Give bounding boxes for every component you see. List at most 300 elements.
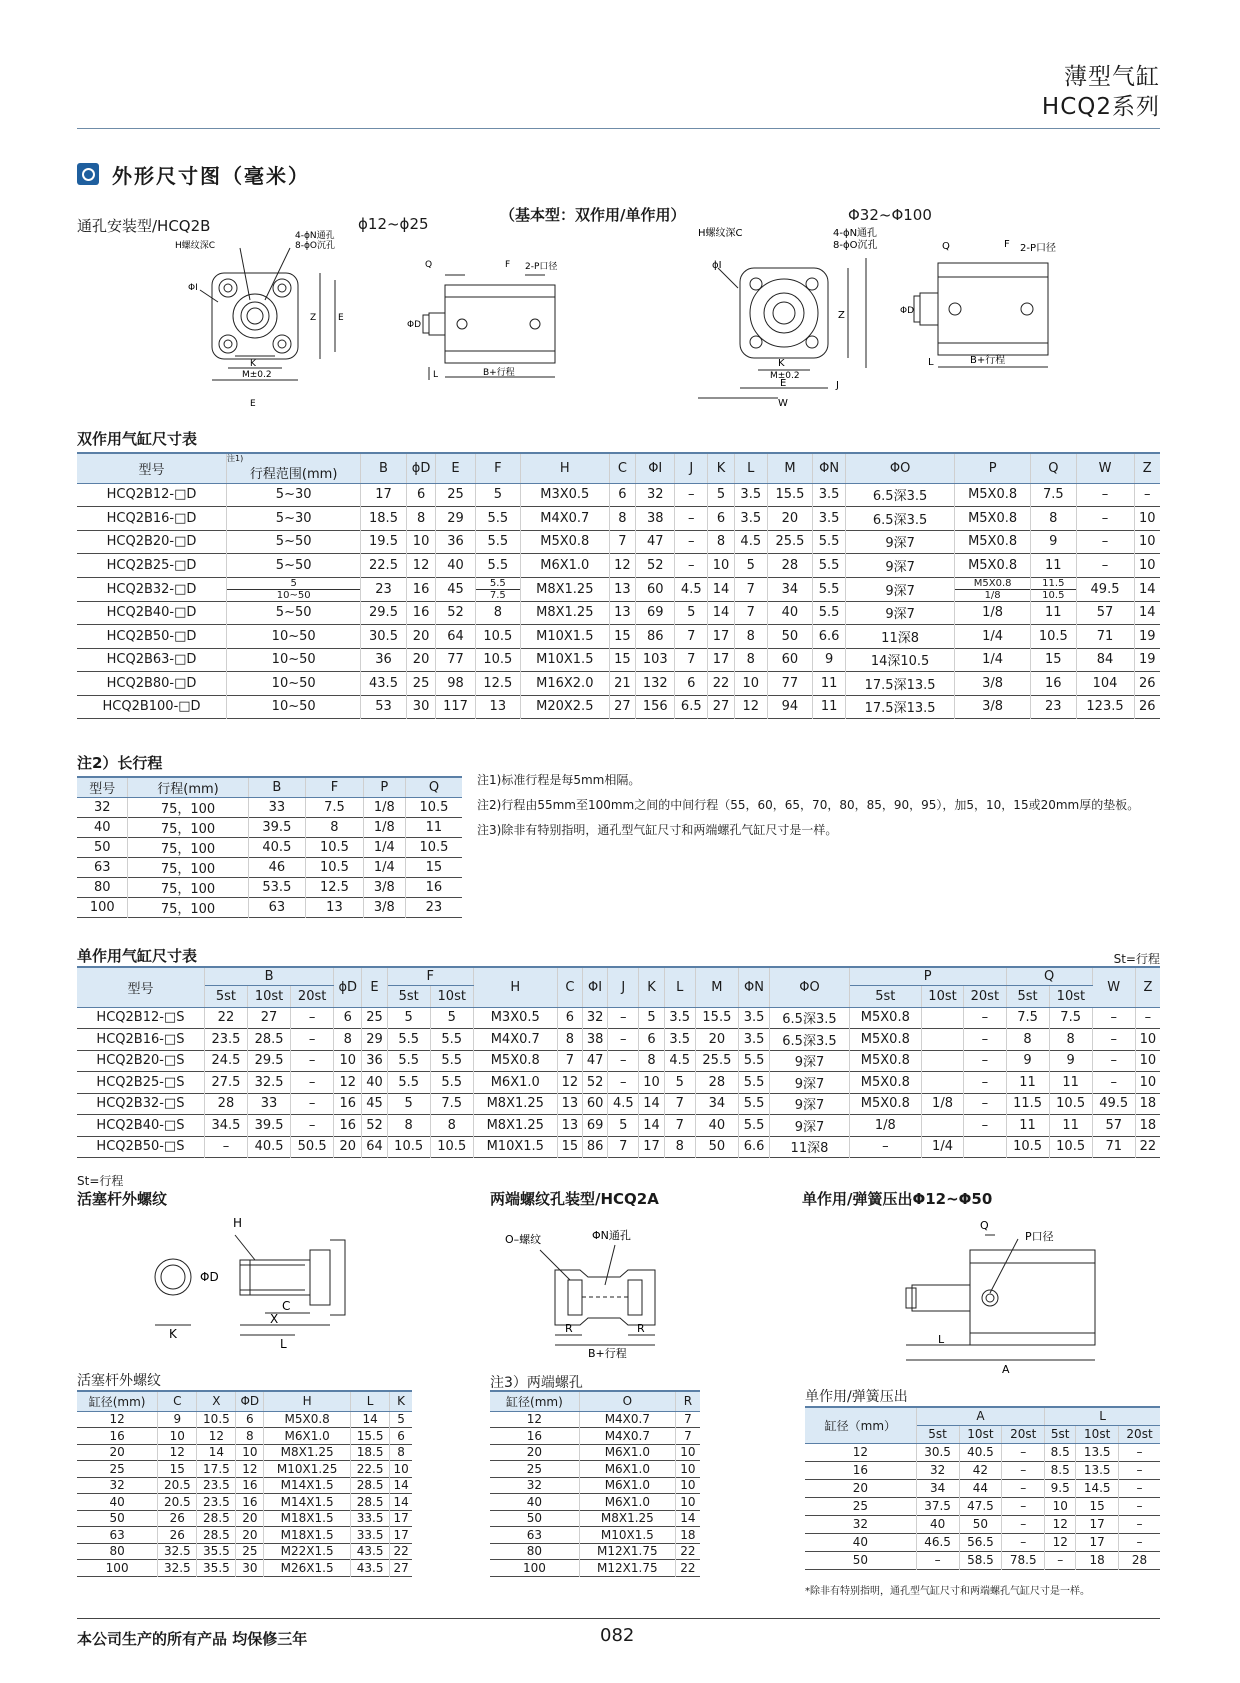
single-table-header: E [362, 967, 387, 1007]
double-table-cell: 8 [734, 648, 767, 672]
spring-table-cell: 32 [805, 1515, 916, 1533]
double-table-cell: 45 [436, 577, 475, 601]
long-stroke-cell: 39.5 [248, 818, 306, 838]
both-ends-cell: 100 [490, 1560, 579, 1577]
spring-table-cell: 8.5 [1045, 1443, 1076, 1461]
long-stroke-table [77, 776, 462, 918]
rod-table-cell: M5X0.8 [264, 1411, 351, 1428]
section-bullet-icon [77, 163, 99, 185]
rod-table-cell: M6X1.0 [264, 1428, 351, 1445]
single-table-cell: – [849, 1136, 921, 1158]
both-ends-row [490, 1527, 700, 1544]
single-table-cell [964, 1136, 1006, 1158]
double-table-cell: 14 [708, 577, 735, 601]
single-table-cell: 13 [557, 1115, 582, 1137]
single-table-cell: 10 [334, 1050, 362, 1072]
rod-table-cell: 14 [197, 1444, 236, 1461]
spring-table-cell: – [1136, 1499, 1143, 1513]
long-stroke-cell: 10.5 [306, 858, 364, 878]
spring-table-row [805, 1533, 1160, 1551]
double-table-cell: HCQ2B20-□D [77, 530, 227, 554]
long-stroke-cell: 40.5 [248, 838, 306, 858]
double-table-cell: M5X0.8 [955, 530, 1031, 554]
single-table-cell: 60 [582, 1093, 607, 1115]
rod-table-cell: 6 [236, 1411, 264, 1428]
single-table-cell: 5 [387, 1007, 430, 1029]
single-table-cell: 7 [557, 1050, 582, 1072]
spring-table-cell: 58.5 [959, 1551, 1002, 1569]
spring-table-cell: 20 [805, 1479, 916, 1497]
single-table-cell: 49.5 [1092, 1093, 1135, 1115]
double-table-header: ϕD [406, 453, 436, 483]
spring-table-subheader: 10st [1076, 1425, 1119, 1443]
side-view-small-drawing [405, 255, 580, 385]
double-table-cell: 3.5 [813, 507, 846, 531]
single-table-cell: – [204, 1136, 247, 1158]
rod-thread-table [77, 1390, 412, 1577]
rod-table-cell: 33.5 [351, 1510, 390, 1527]
rod-h-label: H [233, 1216, 243, 1230]
double-table-cell: 5.5 [813, 577, 846, 601]
double-table-cell: – [675, 530, 708, 554]
single-table-cell: M5X0.8 [849, 1072, 921, 1094]
double-table-cell: 9深7 [846, 554, 955, 578]
rod-table-row [77, 1461, 412, 1478]
single-table-cell: 10 [1139, 1074, 1157, 1090]
single-table-cell: 5 [608, 1115, 639, 1137]
both-ends-row [490, 1560, 700, 1577]
single-table-cell: 5.5 [738, 1115, 769, 1137]
double-table-cell: 12 [734, 695, 767, 719]
single-table-cell: – [608, 1007, 639, 1029]
double-table-cell: M10X1.5 [521, 625, 610, 649]
double-table-cell: M8X1.25 [521, 577, 610, 601]
double-table-cell: 26 [1138, 699, 1156, 715]
long-stroke-header: 行程(mm) [128, 777, 248, 798]
rod-table-cell: 28.5 [351, 1494, 390, 1511]
single-table-row [77, 1136, 1160, 1158]
double-table-cell: 36 [361, 648, 406, 672]
spring-table-row [805, 1461, 1160, 1479]
rod-table-cell: 14 [393, 1478, 409, 1493]
single-table-cell: 34 [695, 1093, 738, 1115]
double-table-row [77, 648, 1160, 672]
single-table-cell: 4.5 [664, 1050, 695, 1072]
double-table-cell: 57 [1076, 601, 1134, 625]
rod-table-cell: 12 [236, 1461, 264, 1478]
double-table-cell: 5~50 [227, 554, 361, 578]
rod-table-cell: 17 [393, 1527, 409, 1542]
double-table-cell: 5 10~50 [227, 577, 361, 601]
double-table-cell: 6 [675, 672, 708, 696]
spring-table [805, 1406, 1160, 1570]
single-table-cell: 28.5 [248, 1029, 291, 1051]
both-ends-row [490, 1444, 700, 1461]
spring-table-cell: – [1002, 1497, 1045, 1515]
double-table-cell: 12 [406, 554, 436, 578]
double-table-cell: 3/8 [955, 695, 1031, 719]
single-table-cell: 3.5 [738, 1007, 769, 1029]
rod-table-cell: 35.5 [197, 1543, 236, 1560]
single-table-cell: 40 [362, 1072, 387, 1094]
double-table-cell: 14深10.5 [846, 648, 955, 672]
single-table-cell: 5.5 [430, 1072, 473, 1094]
d3-z: Z [838, 310, 845, 321]
double-table-header-stroke: 行程范围(mm) [249, 466, 338, 482]
single-table-cell: 10.5 [1049, 1136, 1092, 1158]
spring-table-cell: – [1002, 1443, 1045, 1461]
double-table-cell: 8 [734, 625, 767, 649]
single-table-cell: 57 [1092, 1115, 1135, 1137]
both-ends-cell: M8X1.25 [579, 1510, 675, 1527]
single-table-st-note: St=行程 [1113, 952, 1160, 966]
rod-table-header: K [390, 1391, 412, 1411]
spring-table-cell: 34 [916, 1479, 959, 1497]
single-table-subheader: 5st [1006, 985, 1049, 1007]
rod-table-cell: 20.5 [158, 1494, 197, 1511]
single-table-cell: 6.5深3.5 [770, 1029, 850, 1051]
rod-table-cell: M18X1.5 [264, 1510, 351, 1527]
double-table-cell: 30.5 [361, 625, 406, 649]
rod-table-cell: 80 [77, 1543, 158, 1560]
long-stroke-cell: 12.5 [306, 878, 364, 898]
double-table-row [77, 577, 1160, 601]
rod-table-cell: 6 [397, 1428, 405, 1443]
double-table-cell: M5X0.8 [521, 530, 610, 554]
single-table-cell: 27 [248, 1007, 291, 1029]
double-table-row [77, 601, 1160, 625]
double-table-cell: M16X2.0 [521, 672, 610, 696]
single-table-cell: 18 [1139, 1096, 1157, 1112]
both-ends-cell: M6X1.0 [579, 1461, 675, 1478]
double-table-cell: 94 [767, 695, 812, 719]
both-ends-row [490, 1477, 700, 1494]
double-table-cell: 69 [636, 601, 675, 625]
double-table-cell: 5.5 [475, 554, 520, 578]
double-table-cell: 7 [734, 601, 767, 625]
rod-table-row [77, 1527, 412, 1544]
double-table-cell: 71 [1076, 625, 1134, 649]
double-table-cell: 50 [767, 625, 812, 649]
spring-table-cell: 17 [1076, 1533, 1119, 1551]
footer-warranty: 本公司生产的所有产品 均保修三年 [77, 1630, 308, 1648]
double-table-cell: 5.5 [813, 530, 846, 554]
spring-footnote: *除非有特别指明，通孔型气缸尺寸和两端螺孔气缸尺寸是一样。 [805, 1586, 1090, 1597]
double-table-cell: 5.5 [475, 507, 520, 531]
double-table-cell: 16 [1031, 672, 1076, 696]
d3-k: K [778, 358, 785, 369]
single-table-cell: M8X1.25 [473, 1093, 557, 1115]
single-table-cell: 7 [608, 1136, 639, 1158]
both-ends-cell: 80 [490, 1543, 579, 1560]
double-table-cell: – [1076, 530, 1134, 554]
spring-table-cell: – [1136, 1535, 1143, 1549]
single-table-cell: – [1144, 1010, 1152, 1026]
long-stroke-header: F [306, 777, 364, 798]
rod-table-cell: 15 [158, 1461, 197, 1478]
single-table-cell: – [291, 1029, 334, 1051]
rod-table-row [77, 1411, 412, 1428]
double-table-cell: 16 [406, 601, 436, 625]
single-table-cell: 3.5 [664, 1007, 695, 1029]
double-table-cell: 1/8 [955, 601, 1031, 625]
double-table-row [77, 530, 1160, 554]
spring-table-cell: 56.5 [959, 1533, 1002, 1551]
single-table-cell: M4X0.7 [473, 1029, 557, 1051]
double-table-cell: 40 [436, 554, 475, 578]
double-table-cell: 18.5 [361, 507, 406, 531]
single-table-cell: M5X0.8 [849, 1050, 921, 1072]
double-table-cell: 22.5 [361, 554, 406, 578]
single-table-cell: HCQ2B25-□S [77, 1072, 204, 1094]
long-stroke-cell: 23 [425, 900, 443, 915]
single-table-cell: M5X0.8 [849, 1093, 921, 1115]
single-table-cell: 6 [334, 1007, 362, 1029]
both-ends-row [490, 1510, 700, 1527]
rod-table-cell: 10 [393, 1461, 409, 1476]
double-table-cell: 6.6 [813, 625, 846, 649]
both-ends-header: R [675, 1391, 700, 1411]
double-table-cell: 104 [1076, 672, 1134, 696]
single-table-cell: 20 [334, 1136, 362, 1158]
single-table-cell: 9深7 [770, 1050, 850, 1072]
rod-table-cell: 16 [77, 1428, 158, 1445]
double-table-cell: 98 [436, 672, 475, 696]
long-stroke-cell: 10.5 [419, 840, 449, 855]
single-table-cell: 52 [582, 1072, 607, 1094]
rod-table-cell: M18X1.5 [264, 1527, 351, 1544]
spring-table-cell: 44 [959, 1479, 1002, 1497]
double-table-cell: 17 [361, 483, 406, 507]
spring-l-label: L [938, 1333, 945, 1346]
rod-table-cell: 28.5 [197, 1510, 236, 1527]
long-stroke-cell: 1/4 [363, 858, 405, 878]
double-table-cell: HCQ2B12-□D [77, 483, 227, 507]
single-table-cell: 12 [557, 1072, 582, 1094]
single-table-cell: – [964, 1093, 1006, 1115]
double-table-cell: 10 [734, 672, 767, 696]
spring-table-cell: 50 [805, 1551, 916, 1569]
double-table-cell: 8 [406, 507, 436, 531]
rod-table-cell: M10X1.25 [264, 1461, 351, 1478]
single-table-cell: 33 [248, 1093, 291, 1115]
double-table-cell: 14 [708, 601, 735, 625]
single-table-header: L [664, 967, 695, 1007]
double-table-cell: 8 [1031, 507, 1076, 531]
single-table-row [77, 1093, 1160, 1115]
double-table-header: E [436, 453, 475, 483]
double-table-cell: 52 [436, 601, 475, 625]
double-table-header: H [521, 453, 610, 483]
single-table-cell: HCQ2B16-□S [77, 1029, 204, 1051]
spring-table-cell: 25 [805, 1497, 916, 1515]
single-table-cell: 9深7 [770, 1072, 850, 1094]
rod-table-header: ΦD [236, 1391, 264, 1411]
spring-table-cell: 8.5 [1045, 1461, 1076, 1479]
single-table-subheader: 5st [204, 985, 247, 1007]
double-table-cell: M10X1.5 [521, 648, 610, 672]
single-table-header: C [557, 967, 582, 1007]
single-table-cell: 5.5 [738, 1050, 769, 1072]
rod-table-cell: M8X1.25 [264, 1444, 351, 1461]
side-view-large-drawing [900, 235, 1070, 375]
double-table-cell: 29.5 [361, 601, 406, 625]
single-table-cell: 6 [557, 1007, 582, 1029]
single-table-cell: 14 [639, 1093, 664, 1115]
double-table-cell: 3.5 [734, 507, 767, 531]
spring-table-cell: 40.5 [959, 1443, 1002, 1461]
double-table-cell: 64 [436, 625, 475, 649]
single-table-cell: 47 [582, 1050, 607, 1072]
long-stroke-cell: 46 [248, 858, 306, 878]
double-table-header: F [475, 453, 520, 483]
long-stroke-header: P [363, 777, 405, 798]
rod-table-cell: 20.5 [158, 1477, 197, 1494]
d3-o-hole: 8-ϕO沉孔 [833, 240, 878, 251]
single-table-cell: 32 [582, 1007, 607, 1029]
single-table-cell: 5.5 [430, 1029, 473, 1051]
header-title: 薄型气缸 [1064, 64, 1160, 90]
rod-table-cell: 35.5 [197, 1560, 236, 1577]
double-table-cell: 12.5 [475, 672, 520, 696]
single-table-cell: 5 [430, 1007, 473, 1029]
double-table-cell: 5~30 [227, 483, 361, 507]
single-table-cell: – [291, 1115, 334, 1137]
double-table-cell: 15 [609, 625, 636, 649]
double-table-cell: 123.5 [1076, 695, 1134, 719]
both-ends-cell: M12X1.75 [579, 1543, 675, 1560]
rod-table-cell: 32.5 [158, 1543, 197, 1560]
rod-table-row [77, 1428, 412, 1445]
double-table-cell: 19.5 [361, 530, 406, 554]
single-table-cell: 11 [1006, 1115, 1049, 1137]
spring-table-cell: 17 [1076, 1515, 1119, 1533]
spring-table-subheader: 5st [1045, 1425, 1076, 1443]
double-table-cell: 19 [1138, 628, 1156, 644]
single-table-cell: – [1092, 1050, 1135, 1072]
rod-table-cell: 32.5 [158, 1560, 197, 1577]
single-table-cell: 5 [664, 1072, 695, 1094]
single-table-header: 型号 [77, 967, 204, 1007]
rod-table-row [77, 1560, 412, 1577]
double-table-cell: 11 [813, 695, 846, 719]
long-stroke-title: 注2）长行程 [77, 754, 163, 772]
single-table-cell: HCQ2B12-□S [77, 1007, 204, 1029]
d4-f: F [1004, 239, 1010, 250]
single-table-cell: 5 [387, 1093, 430, 1115]
rod-table-cell: 50 [77, 1510, 158, 1527]
through-hole-label: 通孔安装型/HCQ2B [77, 217, 211, 235]
long-stroke-cell: 10.5 [306, 838, 364, 858]
both-ends-cell: 18 [680, 1527, 696, 1542]
double-table-cell: 5.5 [475, 530, 520, 554]
rod-table-cell: 5 [397, 1412, 405, 1427]
double-table-cell: 9 [813, 648, 846, 672]
single-table-cell: 7 [664, 1115, 695, 1137]
single-table-cell [921, 1029, 963, 1051]
single-table-cell: 10.5 [1049, 1093, 1092, 1115]
both-ends-cell: 10 [680, 1461, 696, 1476]
double-table-cell: 5 [675, 601, 708, 625]
single-table-header: W [1092, 967, 1135, 1007]
double-table-cell: 17.5深13.5 [846, 695, 955, 719]
d4-q: Q [942, 241, 950, 252]
double-table-cell: 40 [767, 601, 812, 625]
long-stroke-cell: 75，100 [128, 878, 248, 898]
double-table-cell: 10.5 [1031, 625, 1076, 649]
single-table-cell: 11.5 [1006, 1093, 1049, 1115]
single-table-cell: 11深8 [770, 1136, 850, 1158]
single-table-cell: 17 [639, 1136, 664, 1158]
front-view-small-drawing [170, 231, 370, 415]
single-table-header: J [608, 967, 639, 1007]
spring-table-cell: 15 [1076, 1497, 1119, 1515]
spring-table-subheader: 20st [1002, 1425, 1045, 1443]
double-table-title: 双作用气缸尺寸表 [77, 430, 198, 448]
size-large-label: Φ32~Φ100 [848, 206, 932, 224]
double-table-cell: 5~30 [227, 507, 361, 531]
double-table-header: M [767, 453, 812, 483]
both-ends-cell: 63 [490, 1527, 579, 1544]
double-table-cell: 15 [609, 648, 636, 672]
long-stroke-cell: 13 [306, 898, 364, 918]
double-table-cell: – [1076, 554, 1134, 578]
single-table-cell: 3.5 [738, 1029, 769, 1051]
spring-table-cell: – [1136, 1463, 1143, 1477]
spring-table-title: 单作用/弹簧压出 [805, 1389, 908, 1405]
double-table-cell: 22 [708, 672, 735, 696]
double-table-cell: 13 [609, 601, 636, 625]
double-table-cell: 8 [475, 601, 520, 625]
double-table-cell: 5 [708, 483, 735, 507]
double-table-header: K [708, 453, 735, 483]
long-stroke-cell: 100 [77, 898, 128, 918]
single-table-cell: 5.5 [387, 1029, 430, 1051]
spring-table-cell: 40 [916, 1515, 959, 1533]
rod-table-cell: 14 [351, 1411, 390, 1428]
rod-table-cell: 63 [77, 1527, 158, 1544]
single-table-header: K [639, 967, 664, 1007]
long-stroke-cell: 40 [77, 818, 128, 838]
double-table-cell: 36 [436, 530, 475, 554]
double-table-cell: – [1076, 483, 1134, 507]
both-ends-cell: 22 [680, 1560, 696, 1575]
single-table-header: Q [1006, 967, 1092, 985]
both-ends-cell: M12X1.75 [579, 1560, 675, 1577]
spring-table-cell: 16 [805, 1461, 916, 1479]
double-table-cell: – [675, 507, 708, 531]
rod-table-cell: M26X1.5 [264, 1560, 351, 1577]
long-stroke-cell: 10.5 [419, 800, 449, 815]
double-table-row [77, 625, 1160, 649]
rod-table-cell: 25 [236, 1543, 264, 1560]
single-table-header: M [695, 967, 738, 1007]
rod-table-cell: 17 [393, 1511, 409, 1526]
double-table-cell: 132 [636, 672, 675, 696]
single-table-cell: 7.5 [1006, 1007, 1049, 1029]
double-table-cell: 11 [813, 672, 846, 696]
single-table-cell: 8 [557, 1029, 582, 1051]
single-table-cell [921, 1007, 963, 1029]
spring-table-cell: – [1002, 1533, 1045, 1551]
double-table-cell: HCQ2B63-□D [77, 648, 227, 672]
single-table-cell: 15 [557, 1136, 582, 1158]
single-table-cell: 40 [695, 1115, 738, 1137]
double-table-cell: 10 [1138, 510, 1156, 526]
d4-l: L [928, 357, 934, 368]
double-table-cell: 10~50 [227, 648, 361, 672]
double-table-cell: 6 [609, 483, 636, 507]
